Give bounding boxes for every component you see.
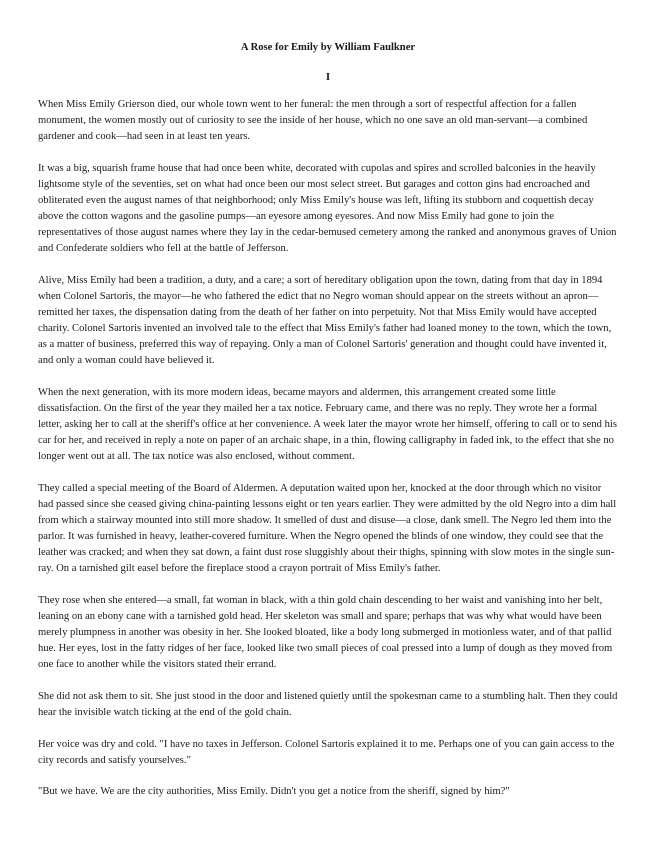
paragraph: Her voice was dry and cold. "I have no taxes in Jefferson. Colonel Sartoris explained it to me. Perhaps one of you can gain access to the city records and satisfy yourselves." <box>38 738 615 766</box>
paragraph: "But we have. We are the city authorities, Miss Emily. Didn't you get a notice from the sheriff, signed by him?" <box>38 786 510 798</box>
section-number: I <box>325 71 331 83</box>
paragraph: When Miss Emily Grierson died, our whole town went to her funeral: the men through a sort of respectful affection for a fallen monument, the women mostly out of curiosity to see the inside of her house, which no one save an old man-servant—a combined gardener and cook—had seen in at least ten years. <box>38 99 588 143</box>
document-page <box>38 40 618 800</box>
paragraph: When the next generation, with its more modern ideas, became mayors and aldermen, this arrangement created some little dissatisfaction. On the first of the year they mailed her a tax notice. February came, and there was no reply. They wrote her a formal letter, asking her to call at the sheriff's office at her convenience. A week later the mayor wrote her himself, offering to call or to send his car for her, and received in reply a note on paper of an archaic shape, in a thin, flowing calligraphy in faded ink, to the effect that she no longer went out at all. The tax notice was also enclosed, without comment. <box>38 386 617 463</box>
paragraph: They called a special meeting of the Board of Aldermen. A deputation waited upon her, knocked at the door through which no visitor had passed since she ceased giving china-painting lessons eight or ten years earlier. They were admitted by the old Negro into a dim hall from which a stairway mounted into still more shadow. It smelled of dust and disuse—a close, dank smell. The Negro led them into the parlor. It was furnished in heavy, leather-covered furniture. When the Negro opened the blinds of one window, they could see that the leather was cracked; and when they sat down, a faint dust rose sluggishly about their thighs, spinning with slow motes in the single sun-ray. On a tarnished gilt easel before the fireplace stood a crayon portrait of Miss Emily's father. <box>38 482 617 575</box>
paragraph: She did not ask them to sit. She just stood in the door and listened quietly until the spokesman came to a stumbling halt. Then they could hear the invisible watch ticking at the end of the gold chain. <box>38 690 618 718</box>
paragraph: Alive, Miss Emily had been a tradition, a duty, and a care; a sort of hereditary obligation upon the town, dating from that day in 1894 when Colonel Sartoris, the mayor—he who fathered the edict that no Negro woman should appear on the streets without an apron—remitted her taxes, the dispensation dating from the death of her father on into perpetuity. Not that Miss Emily would have accepted charity. Colonel Sartoris invented an involved tale to the effect that Miss Emily's father had loaned money to the town, which the town, as a matter of business, preferred this way of repaying. Only a man of Colonel Sartoris' generation and thought could have invented it, and only a woman could have believed it. <box>38 274 612 367</box>
document-title: A Rose for Emily by William Faulkner <box>240 42 416 53</box>
paragraph: They rose when she entered—a small, fat woman in black, with a thin gold chain descending to her waist and vanishing into her belt, leaning on an ebony cane with a tarnished gold head. Her skeleton was small and spare; perhaps that was why what would have been merely plumpness in another was obesity in her. She looked bloated, like a body long submerged in motionless water, and of that pallid hue. Her eyes, lost in the fatty ridges of her face, looked like two small pieces of coal pressed into a lump of dough as they moved from one face to another while the visitors stated their errand. <box>38 594 613 671</box>
paragraph: It was a big, squarish frame house that had once been white, decorated with cupolas and spires and scrolled balconies in the heavily lightsome style of the seventies, set on what had once been our most select street. But garages and cotton gins had encroached and obliterated even the august names of that neighborhood; only Miss Emily's house was left, lifting its stubborn and coquettish decay above the cotton wagons and the gasoline pumps—an eyesore among eyesores. And now Miss Emily had gone to join the representatives of those august names where they lay in the cedar-bemused cemetery among the ranked and anonymous graves of Union and Confederate soldiers who fell at the battle of Jefferson. <box>38 162 617 255</box>
